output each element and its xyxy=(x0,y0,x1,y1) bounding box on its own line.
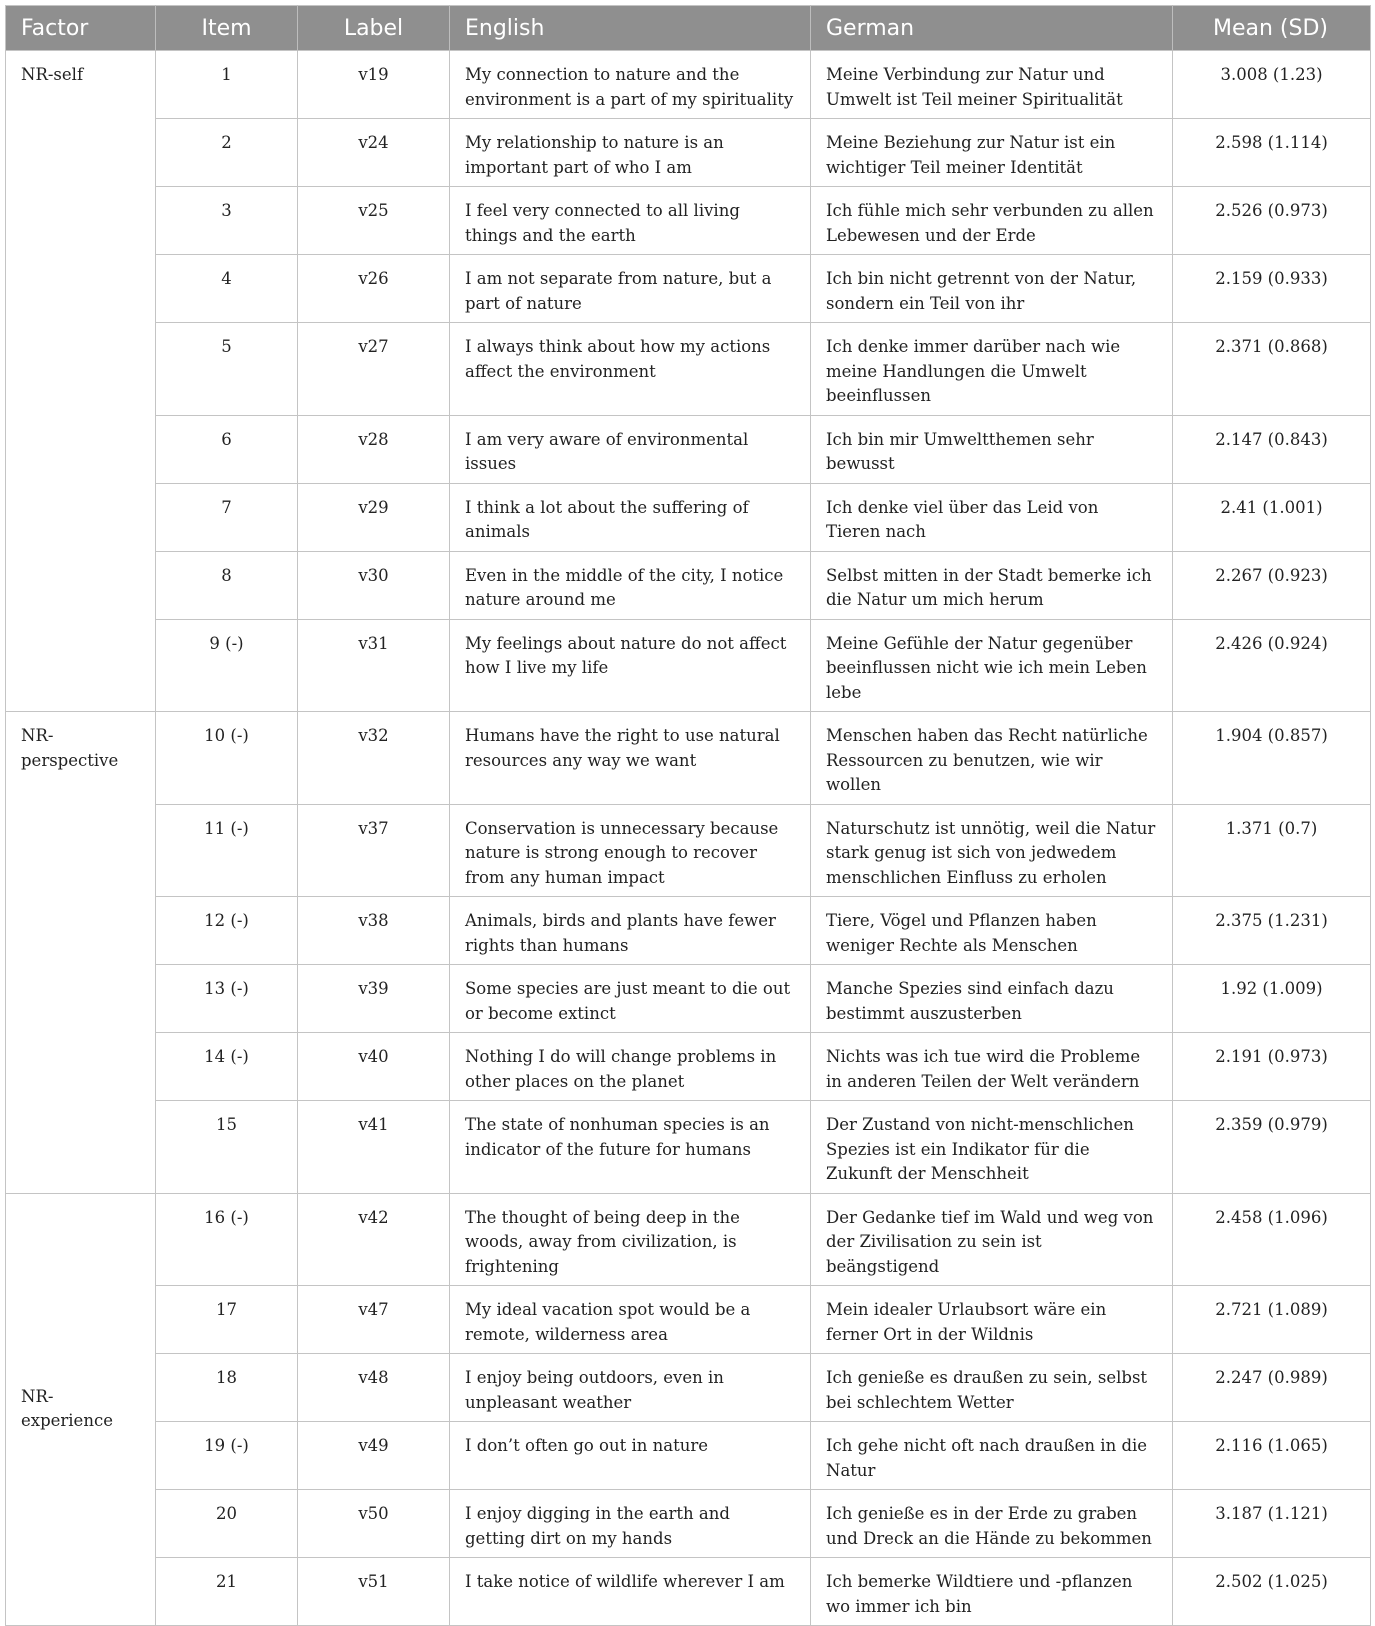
mean-sd-cell: 2.359 (0.979) xyxy=(1173,1101,1371,1194)
german-cell: Ich genieße es in der Erde zu graben und Dreck an die Hände zu bekommen xyxy=(811,1490,1173,1558)
item-cell: 3 xyxy=(156,187,298,255)
english-cell: Nothing I do will change problems in other places on the planet xyxy=(450,1033,811,1101)
item-cell: 13 (-) xyxy=(156,965,298,1033)
item-cell: 4 xyxy=(156,255,298,323)
german-cell: Ich bin nicht getrennt von der Natur, sondern ein Teil von ihr xyxy=(811,255,1173,323)
mean-sd-cell: 2.371 (0.868) xyxy=(1173,323,1371,416)
english-cell: I think a lot about the suffering of animals xyxy=(450,483,811,551)
german-cell: Ich bemerke Wildtiere und -pflanzen wo immer ich bin xyxy=(811,1558,1173,1626)
mean-sd-cell: 2.598 (1.114) xyxy=(1173,119,1371,187)
mean-sd-cell: 2.267 (0.923) xyxy=(1173,551,1371,619)
header-item: Item xyxy=(156,6,298,51)
german-cell: Ich fühle mich sehr verbunden zu allen Lebewesen und der Erde xyxy=(811,187,1173,255)
english-cell: I am not separate from nature, but a part of nature xyxy=(450,255,811,323)
label-cell: v28 xyxy=(298,415,450,483)
german-cell: Meine Beziehung zur Natur ist ein wichtiger Teil meiner Identität xyxy=(811,119,1173,187)
english-cell: I enjoy digging in the earth and getting dirt on my hands xyxy=(450,1490,811,1558)
label-cell: v47 xyxy=(298,1286,450,1354)
english-cell: The thought of being deep in the woods, away from civilization, is frightening xyxy=(450,1193,811,1286)
label-cell: v38 xyxy=(298,897,450,965)
label-cell: v30 xyxy=(298,551,450,619)
header-row xyxy=(6,6,1371,51)
table-row xyxy=(6,255,1371,323)
item-cell: 14 (-) xyxy=(156,1033,298,1101)
table-row xyxy=(6,1558,1371,1626)
item-cell: 7 xyxy=(156,483,298,551)
label-cell: v31 xyxy=(298,619,450,712)
item-cell: 19 (-) xyxy=(156,1422,298,1490)
english-cell: The state of nonhuman species is an indicator of the future for humans xyxy=(450,1101,811,1194)
table-row xyxy=(6,1101,1371,1194)
german-cell: Naturschutz ist unnötig, weil die Natur stark genug ist sich von jedwedem menschlichen Einfluss zu erholen xyxy=(811,804,1173,897)
german-cell: Tiere, Vögel und Pflanzen haben weniger Rechte als Menschen xyxy=(811,897,1173,965)
label-cell: v48 xyxy=(298,1354,450,1422)
item-cell: 18 xyxy=(156,1354,298,1422)
english-cell: Conservation is unnecessary because nature is strong enough to recover from any human impact xyxy=(450,804,811,897)
mean-sd-cell: 2.116 (1.065) xyxy=(1173,1422,1371,1490)
item-cell: 6 xyxy=(156,415,298,483)
english-cell: I am very aware of environmental issues xyxy=(450,415,811,483)
mean-sd-cell: 2.721 (1.089) xyxy=(1173,1286,1371,1354)
german-cell: Ich gehe nicht oft nach draußen in die Natur xyxy=(811,1422,1173,1490)
table-row xyxy=(6,1193,1371,1286)
item-cell: 21 xyxy=(156,1558,298,1626)
mean-sd-cell: 2.247 (0.989) xyxy=(1173,1354,1371,1422)
mean-sd-cell: 2.526 (0.973) xyxy=(1173,187,1371,255)
mean-sd-cell: 3.187 (1.121) xyxy=(1173,1490,1371,1558)
table-row xyxy=(6,1490,1371,1558)
table-row xyxy=(6,51,1371,119)
mean-sd-cell: 2.191 (0.973) xyxy=(1173,1033,1371,1101)
nature-relatedness-table xyxy=(5,5,1371,1626)
german-cell: Ich denke viel über das Leid von Tieren nach xyxy=(811,483,1173,551)
label-cell: v37 xyxy=(298,804,450,897)
label-cell: v49 xyxy=(298,1422,450,1490)
german-cell: Ich genieße es draußen zu sein, selbst bei schlechtem Wetter xyxy=(811,1354,1173,1422)
table-row xyxy=(6,483,1371,551)
mean-sd-cell: 2.147 (0.843) xyxy=(1173,415,1371,483)
table-row xyxy=(6,119,1371,187)
mean-sd-cell: 1.92 (1.009) xyxy=(1173,965,1371,1033)
header-german: German xyxy=(811,6,1173,51)
item-cell: 15 xyxy=(156,1101,298,1194)
table-row xyxy=(6,712,1371,805)
german-cell: Manche Spezies sind einfach dazu bestimmt auszusterben xyxy=(811,965,1173,1033)
german-cell: Mein idealer Urlaubsort wäre ein ferner Ort in der Wildnis xyxy=(811,1286,1173,1354)
item-cell: 2 xyxy=(156,119,298,187)
factor-cell: NR-experience xyxy=(6,1193,156,1626)
table-header xyxy=(6,6,1371,51)
german-cell: Ich bin mir Umweltthemen sehr bewusst xyxy=(811,415,1173,483)
english-cell: My ideal vacation spot would be a remote, wilderness area xyxy=(450,1286,811,1354)
english-cell: I take notice of wildlife wherever I am xyxy=(450,1558,811,1626)
german-cell: Meine Gefühle der Natur gegenüber beeinflussen nicht wie ich mein Leben lebe xyxy=(811,619,1173,712)
table-body xyxy=(6,51,1371,1626)
english-cell: I enjoy being outdoors, even in unpleasant weather xyxy=(450,1354,811,1422)
item-cell: 10 (-) xyxy=(156,712,298,805)
item-cell: 17 xyxy=(156,1286,298,1354)
english-cell: My connection to nature and the environment is a part of my spirituality xyxy=(450,51,811,119)
english-cell: I always think about how my actions affect the environment xyxy=(450,323,811,416)
mean-sd-cell: 2.426 (0.924) xyxy=(1173,619,1371,712)
factor-cell: NR-perspective xyxy=(6,712,156,1194)
item-cell: 11 (-) xyxy=(156,804,298,897)
german-cell: Der Zustand von nicht-menschlichen Spezies ist ein Indikator für die Zukunft der Menschheit xyxy=(811,1101,1173,1194)
header-english: English xyxy=(450,6,811,51)
label-cell: v25 xyxy=(298,187,450,255)
item-cell: 8 xyxy=(156,551,298,619)
table-row xyxy=(6,897,1371,965)
label-cell: v29 xyxy=(298,483,450,551)
label-cell: v50 xyxy=(298,1490,450,1558)
label-cell: v19 xyxy=(298,51,450,119)
table-row xyxy=(6,551,1371,619)
item-cell: 16 (-) xyxy=(156,1193,298,1286)
item-cell: 9 (-) xyxy=(156,619,298,712)
german-cell: Menschen haben das Recht natürliche Ressourcen zu benutzen, wie wir wollen xyxy=(811,712,1173,805)
header-factor: Factor xyxy=(6,6,156,51)
table-row xyxy=(6,1033,1371,1101)
item-cell: 1 xyxy=(156,51,298,119)
mean-sd-cell: 3.008 (1.23) xyxy=(1173,51,1371,119)
label-cell: v39 xyxy=(298,965,450,1033)
mean-sd-cell: 1.371 (0.7) xyxy=(1173,804,1371,897)
item-cell: 20 xyxy=(156,1490,298,1558)
english-cell: Humans have the right to use natural resources any way we want xyxy=(450,712,811,805)
label-cell: v40 xyxy=(298,1033,450,1101)
english-cell: Animals, birds and plants have fewer rights than humans xyxy=(450,897,811,965)
mean-sd-cell: 1.904 (0.857) xyxy=(1173,712,1371,805)
english-cell: I don’t often go out in nature xyxy=(450,1422,811,1490)
english-cell: I feel very connected to all living things and the earth xyxy=(450,187,811,255)
german-cell: Meine Verbindung zur Natur und Umwelt ist Teil meiner Spiritualität xyxy=(811,51,1173,119)
mean-sd-cell: 2.458 (1.096) xyxy=(1173,1193,1371,1286)
label-cell: v41 xyxy=(298,1101,450,1194)
table-row xyxy=(6,619,1371,712)
table-row xyxy=(6,804,1371,897)
mean-sd-cell: 2.159 (0.933) xyxy=(1173,255,1371,323)
mean-sd-cell: 2.41 (1.001) xyxy=(1173,483,1371,551)
german-cell: Selbst mitten in der Stadt bemerke ich die Natur um mich herum xyxy=(811,551,1173,619)
english-cell: Some species are just meant to die out or become extinct xyxy=(450,965,811,1033)
table-row xyxy=(6,1354,1371,1422)
table-row xyxy=(6,323,1371,416)
mean-sd-cell: 2.375 (1.231) xyxy=(1173,897,1371,965)
item-cell: 12 (-) xyxy=(156,897,298,965)
table-row xyxy=(6,187,1371,255)
english-cell: My feelings about nature do not affect how I live my life xyxy=(450,619,811,712)
label-cell: v32 xyxy=(298,712,450,805)
german-cell: Nichts was ich tue wird die Probleme in anderen Teilen der Welt verändern xyxy=(811,1033,1173,1101)
english-cell: Even in the middle of the city, I notice nature around me xyxy=(450,551,811,619)
table-row xyxy=(6,415,1371,483)
label-cell: v24 xyxy=(298,119,450,187)
german-cell: Der Gedanke tief im Wald und weg von der Zivilisation zu sein ist beängstigend xyxy=(811,1193,1173,1286)
label-cell: v27 xyxy=(298,323,450,416)
label-cell: v42 xyxy=(298,1193,450,1286)
german-cell: Ich denke immer darüber nach wie meine Handlungen die Umwelt beeinflussen xyxy=(811,323,1173,416)
header-mean-sd: Mean (SD) xyxy=(1173,6,1371,51)
table-row xyxy=(6,1422,1371,1490)
english-cell: My relationship to nature is an important part of who I am xyxy=(450,119,811,187)
factor-cell: NR-self xyxy=(6,51,156,712)
item-cell: 5 xyxy=(156,323,298,416)
header-label: Label xyxy=(298,6,450,51)
table-row xyxy=(6,965,1371,1033)
label-cell: v26 xyxy=(298,255,450,323)
mean-sd-cell: 2.502 (1.025) xyxy=(1173,1558,1371,1626)
label-cell: v51 xyxy=(298,1558,450,1626)
table-row xyxy=(6,1286,1371,1354)
